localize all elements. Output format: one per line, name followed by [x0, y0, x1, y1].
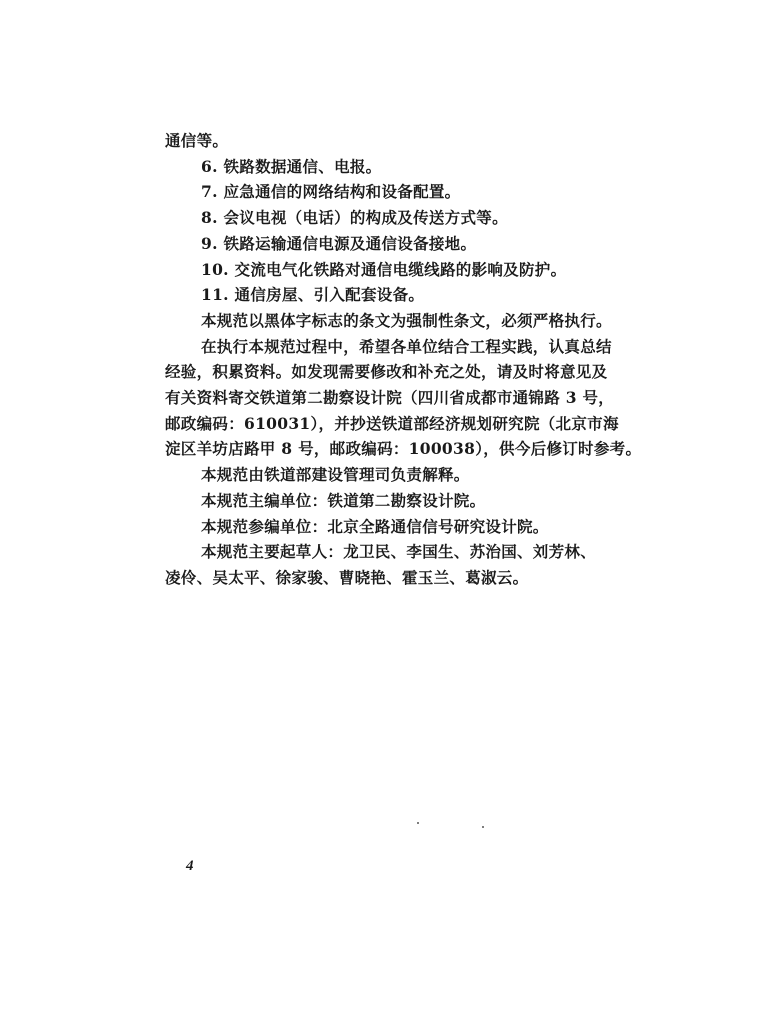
- text-line: 8. 会议电视（电话）的构成及传送方式等。: [201, 208, 508, 228]
- text-line: 在执行本规范过程中，希望各单位结合工程实践，认真总结: [201, 336, 612, 356]
- text-line: 本规范以黑体字标志的条文为强制性条文，必须严格执行。: [201, 310, 612, 330]
- text-line: 7. 应急通信的网络结构和设备配置。: [201, 182, 461, 202]
- text-line: 凌伶、吴太平、徐家骏、曹晓艳、霍玉兰、葛淑云。: [165, 567, 529, 587]
- text-line: 11. 通信房屋、引入配套设备。: [201, 285, 425, 305]
- text-line: 6. 铁路数据通信、电报。: [201, 156, 382, 176]
- text-line: 10. 交流电气化铁路对通信电缆线路的影响及防护。: [201, 259, 567, 279]
- text-line: 本规范参编单位：北京全路通信信号研究设计院。: [201, 516, 549, 536]
- text-line: 经验，积累资料。如发现需要修改和补充之处，请及时将意见及: [165, 362, 608, 382]
- text-line: 本规范由铁道部建设管理司负责解释。: [201, 465, 470, 485]
- text-line: 本规范主要起草人：龙卫民、李国生、苏治国、刘芳林、: [201, 542, 597, 562]
- page-number: 4: [186, 858, 194, 874]
- text-line: 本规范主编单位：铁道第二勘察设计院。: [201, 490, 486, 510]
- text-line: 9. 铁路运输通信电源及通信设备接地。: [201, 233, 477, 253]
- body-text: [165, 128, 645, 591]
- scan-speck: [482, 826, 484, 828]
- scan-speck: [417, 822, 419, 824]
- text-line: 有关资料寄交铁道第二勘察设计院（四川省成都市通锦路 3 号，: [165, 388, 615, 408]
- text-line: 通信等。: [165, 131, 229, 150]
- text-line: 邮政编码：610031），并抄送铁道部经济规划研究院（北京市海: [165, 413, 619, 433]
- text-line: 淀区羊坊店路甲 8 号，邮政编码：100038），供今后修订时参考。: [165, 439, 642, 459]
